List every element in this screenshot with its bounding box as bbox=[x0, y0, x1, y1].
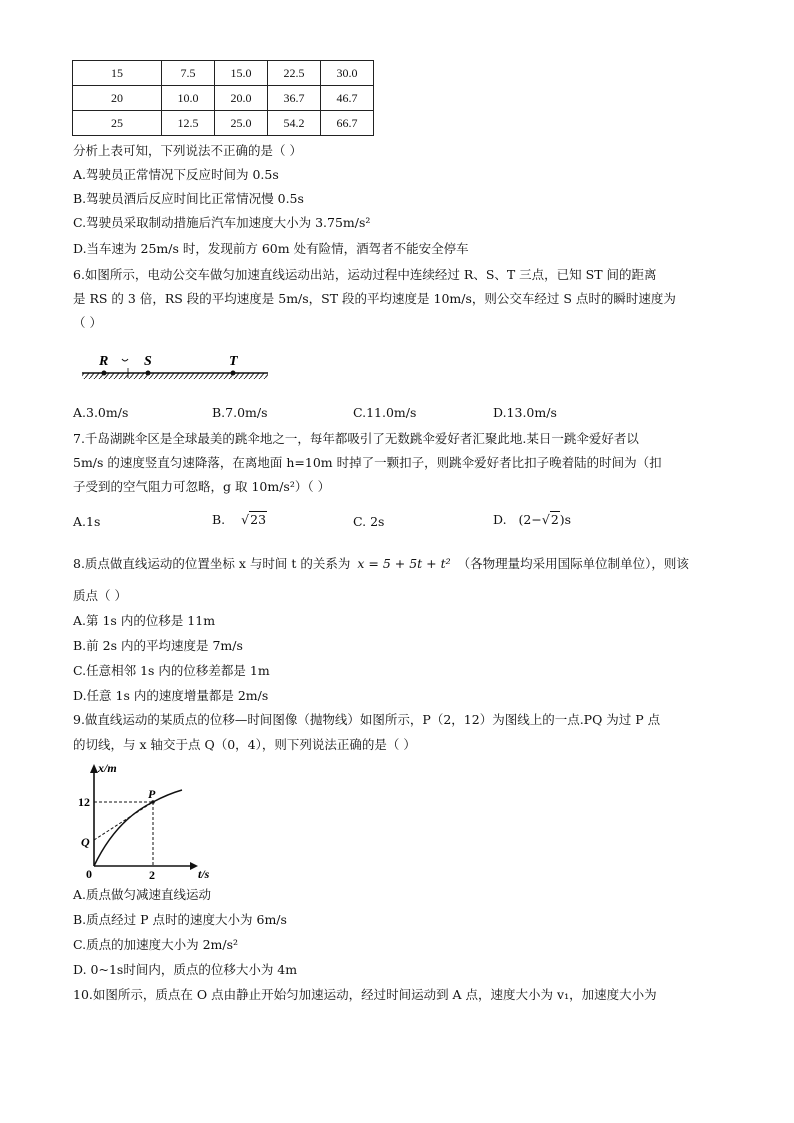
q6-option-d: D.13.0m/s bbox=[493, 405, 557, 420]
q9-option-d: D. 0~1s时间内，质点的位移大小为 4m bbox=[73, 962, 298, 977]
q7-option-d-post: )s bbox=[559, 512, 572, 527]
table-cell: 10.0 bbox=[162, 86, 215, 111]
q10-stem-line1: 10.如图所示，质点在 O 点由静止开始匀加速运动，经过时间运动到 A 点，速度大小为 v₁，加速度大小为 bbox=[73, 987, 657, 1002]
q6-road-figure bbox=[80, 348, 270, 382]
q9-xt-graph bbox=[78, 760, 208, 882]
q8-option-b: B.前 2s 内的平均速度是 7m/s bbox=[73, 638, 243, 653]
point-r bbox=[102, 371, 107, 376]
label-p: P bbox=[148, 787, 156, 801]
y-axis-label: x/m bbox=[98, 761, 117, 775]
q5-option-c: C.驾驶员采取制动措施后汽车加速度大小为 3.75m/s² bbox=[73, 215, 371, 230]
q7-option-b-radicand: 23 bbox=[250, 512, 267, 527]
table-cell: 22.5 bbox=[268, 61, 321, 86]
point-s bbox=[146, 371, 151, 376]
x-axis-label: t/s bbox=[198, 867, 210, 881]
tick-2: 2 bbox=[149, 868, 155, 882]
point-t bbox=[231, 371, 236, 376]
table-cell: 20.0 bbox=[215, 86, 268, 111]
table-row bbox=[73, 86, 374, 111]
q7-option-d-pre: (2− bbox=[518, 512, 542, 527]
q8-stem-part2: （各物理量均采用国际单位制单位），则该 bbox=[457, 556, 689, 571]
q6-stem-line2: 是 RS 的 3 倍，RS 段的平均速度是 5m/s，ST 段的平均速度是 10m/s，则公交车经过 S 点时的瞬时速度为 bbox=[73, 291, 676, 306]
table-cell: 36.7 bbox=[268, 86, 321, 111]
q6-stem-line1: 6.如图所示，电动公交车做匀加速直线运动出站，运动过程中连续经过 R、S、T 三点，已知 ST 间的距离 bbox=[73, 267, 657, 282]
q8-stem-line2: 质点（ ） bbox=[73, 588, 127, 603]
road-hatch bbox=[82, 373, 268, 379]
table-cell: 12.5 bbox=[162, 111, 215, 136]
q9-stem-line1: 9.做直线运动的某质点的位移—时间图像（抛物线）如图所示，P（2，12）为图线上的一点.PQ 为过 P 点 bbox=[73, 712, 661, 727]
q6-option-a: A.3.0m/s bbox=[73, 405, 129, 420]
q5-option-d: D.当车速为 25m/s 时，发现前方 60m 处有险情，酒驾者不能安全停车 bbox=[73, 241, 469, 256]
q8-stem-line1 bbox=[73, 555, 689, 573]
data-table bbox=[72, 60, 374, 136]
sqrt-sign: √23 bbox=[241, 512, 267, 527]
q5-option-b: B.驾驶员酒后反应时间比正常情况慢 0.5s bbox=[73, 191, 304, 206]
label-s: S bbox=[144, 354, 152, 369]
table-cell: 7.5 bbox=[162, 61, 215, 86]
table-row bbox=[73, 61, 374, 86]
table-cell: 25.0 bbox=[215, 111, 268, 136]
label-r: R bbox=[99, 354, 109, 369]
q7-option-d-label: D. bbox=[493, 512, 507, 527]
q7-option-b bbox=[212, 511, 267, 529]
table-cell: 46.7 bbox=[321, 86, 374, 111]
q8-option-c: C.任意相邻 1s 内的位移差都是 1m bbox=[73, 663, 270, 678]
q5-option-a: A.驾驶员正常情况下反应时间为 0.5s bbox=[73, 167, 279, 182]
q7-stem-line3: 子受到的空气阻力可忽略，g 取 10m/s²）（ ） bbox=[73, 479, 331, 494]
q9-option-c: C.质点的加速度大小为 2m/s² bbox=[73, 937, 239, 952]
q8-formula: x = 5 + 5t + t² bbox=[357, 556, 451, 571]
t-axis-arrow bbox=[190, 862, 198, 870]
q5-stem: 分析上表可知，下列说法不正确的是（ ） bbox=[73, 143, 302, 158]
q7-stem-line1: 7.千岛湖跳伞区是全球最美的跳伞地之一，每年都吸引了无数跳伞爱好者汇聚此地.某日一跳伞爱好者以 bbox=[73, 431, 639, 446]
q7-option-d-radicand: 2 bbox=[550, 512, 559, 527]
q8-option-a: A.第 1s 内的位移是 11m bbox=[73, 613, 216, 628]
q8-option-d: D.任意 1s 内的速度增量都是 2m/s bbox=[73, 688, 269, 703]
label-q: Q bbox=[81, 835, 90, 849]
table-cell: 66.7 bbox=[321, 111, 374, 136]
q7-option-b-label: B. bbox=[212, 512, 226, 527]
q9-option-b: B.质点经过 P 点时的速度大小为 6m/s bbox=[73, 912, 287, 927]
x-axis-arrow bbox=[90, 764, 98, 773]
q7-option-a: A.1s bbox=[73, 514, 101, 529]
table-cell: 25 bbox=[73, 111, 162, 136]
table-row bbox=[73, 111, 374, 136]
q9-stem-line2: 的切线，与 x 轴交于点 Q（0，4），则下列说法正确的是（ ） bbox=[73, 737, 416, 752]
origin-label: 0 bbox=[86, 867, 92, 881]
table-cell: 30.0 bbox=[321, 61, 374, 86]
table-cell: 15.0 bbox=[215, 61, 268, 86]
q6-stem-line3: （ ） bbox=[73, 315, 102, 330]
mark-curve bbox=[122, 359, 128, 361]
tick-12: 12 bbox=[78, 795, 90, 809]
q9-option-a: A.质点做匀减速直线运动 bbox=[73, 887, 212, 902]
q6-option-c: C.11.0m/s bbox=[353, 405, 417, 420]
label-t: T bbox=[229, 354, 238, 369]
sqrt-sign: √2 bbox=[541, 512, 559, 527]
q7-option-d bbox=[493, 511, 571, 529]
parabola-curve bbox=[94, 790, 182, 866]
q7-stem-line2: 5m/s 的速度竖直匀速降落，在离地面 h=10m 时掉了一颗扣子，则跳伞爱好者比扣子晚着陆的时间为（扣 bbox=[73, 455, 662, 470]
q7-option-c: C. 2s bbox=[353, 514, 385, 529]
q8-stem-part1: 8.质点做直线运动的位置坐标 x 与时间 t 的关系为 bbox=[73, 556, 351, 571]
q6-option-b: B.7.0m/s bbox=[212, 405, 268, 420]
table-cell: 20 bbox=[73, 86, 162, 111]
table-cell: 54.2 bbox=[268, 111, 321, 136]
table-cell: 15 bbox=[73, 61, 162, 86]
